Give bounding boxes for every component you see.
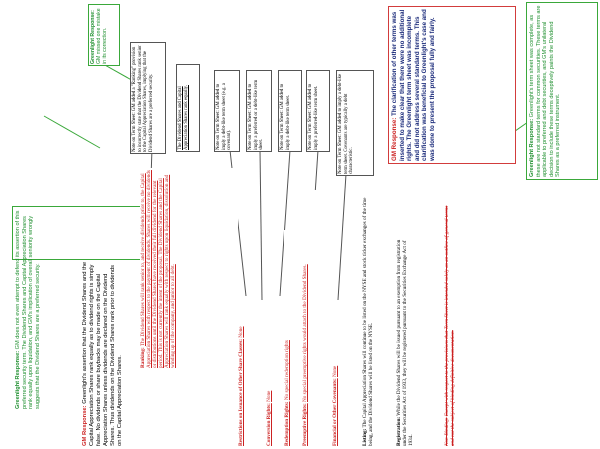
registration-section — [396, 230, 436, 446]
callout-label: Greenlight Response: — [15, 350, 21, 409]
row-text: No special redemption rights — [284, 340, 290, 401]
term-row-redemption — [284, 230, 300, 446]
note-text: Note on Term Sheet: GM added to imply a preferred or a debt-like term sheet. — [248, 79, 265, 150]
row-text: None — [266, 390, 272, 402]
non-binding-section — [444, 200, 466, 446]
gm-response-mid — [388, 6, 516, 164]
callout-label: Greenlight Response: — [529, 118, 535, 177]
callout-body: GM does not even attempt to defend its assertion of this preferred security term. The Dividend Shares and Capital Appreciation Shares rank equally upon liquidation, and GM's implication of overall seniority wrongly suggests that the Dividend Shares are a preferred security. — [15, 210, 41, 409]
row-text: None — [332, 365, 338, 378]
note-box-covenant-1 — [214, 70, 240, 152]
row-label: Restrictions on Issuance of Other Share Classes: — [238, 338, 244, 446]
row-label: Preemptive Rights: — [302, 403, 308, 446]
registration-label: Registration: — [396, 416, 402, 446]
listing-text: The Capital Appreciation Shares will continue to be listed on the NYSE and stock ticker exchanges of the time being, and the Dividend Shares will be listed on the NYSE. — [362, 197, 375, 446]
callout-body: Greenlight's assertion that the Dividend Shares and the Capital Appreciation Shares rank equally as to dividend rights is simply false. No dividends or share buybacks may be made on the Capital Appreciation Shares unless dividends are declared on the Dividend Shares. Thus dividends on the Dividend Shares rank prior to dividends on the Capital Appreciation Shares. — [82, 261, 123, 446]
row-label: Financial or Other Covenants: — [332, 378, 338, 446]
listing-label: Listing: — [362, 428, 368, 446]
note-text: Note on Term Sheet: GM added to imply a debt-like term sheet. — [280, 83, 291, 150]
callout-body: The clarification of other terms was inserted to make clear that there were no additional rights. The Greenlight term sheet was incomplete and did not address several standard terms. This clarification was beneficial to Greenlight's case and was done to present the proposal fully and fairly. — [391, 9, 436, 161]
ranking-text: The Dividend Shares will rank senior to, and receive dividends prior to, the Capital Appreciation Shares with respect to the payment of dividends. Shares will receive no dividends or distributions until the Dividend Shares have received their full dividend for the relevant period. This is not currently the intent of the proposal. The Dividend Shares and the Capital Appreciation Shares will rank equally with respect to rights upon liquidation, dissolution and winding up of the company, and junior to all debt. — [140, 170, 177, 368]
note-box-preferred — [306, 70, 330, 152]
note-text: The Dividend Shares and Capital Appreciation Shares rank equally. — [178, 85, 189, 150]
row-text: None — [238, 326, 244, 338]
non-binding-text: Except with respect to the provisions that Term Sheet is intended solely as an outline of general terms and not the subject of binding definitive documentation. — [444, 205, 457, 446]
greenlight-callout-top-mid — [88, 4, 120, 66]
row-label: Conversion Rights: — [266, 403, 272, 446]
term-row-conversion — [266, 300, 282, 446]
note-text: Note on Term Sheet: GM added a "Ranking" provision to incorrectly state that the Dividend Shares rank senior to the Capital Appreciation Shares, implying that the Dividend Shares are a preferred security. — [132, 45, 154, 152]
non-binding-label: Non-Binding: — [444, 417, 450, 446]
note-box-equal — [176, 64, 200, 152]
callout-label: GM Response: — [391, 117, 398, 161]
ranking-section — [140, 168, 238, 368]
note-box-covenant-2 — [336, 70, 374, 176]
term-row-restrictions — [238, 300, 266, 446]
row-label: Redemption Rights: — [284, 401, 290, 446]
callout-label: Greenlight Response: — [90, 10, 96, 64]
callout-body: GM missed one mistake in its correction. — [96, 8, 108, 64]
term-row-covenants — [332, 300, 360, 446]
ranking-label: Ranking: — [140, 347, 146, 368]
note-text: Note on Term Sheet: GM added to imply a debt-like term sheet (e.g. a covenant). — [216, 83, 233, 150]
note-box-preferred-debt — [246, 70, 272, 152]
gm-response-left — [82, 260, 138, 446]
callout-label: GM Response: — [82, 405, 88, 446]
note-box-debt — [278, 70, 302, 152]
greenlight-callout-right — [526, 2, 598, 180]
term-row-preemptive — [302, 190, 332, 446]
row-text: No special preemptive rights would attach to the Dividend Shares. — [302, 264, 308, 402]
note-text: Note on Term Sheet: GM added to imply a preferred-like term sheet. — [308, 83, 319, 150]
note-text: Note on Term Sheet: GM added to imply a debt-like term sheet. Covenants are typically a debt characteristic. — [338, 73, 355, 174]
listing-section — [362, 190, 392, 446]
callout-body: Greenlight's term sheet was complete, as these are not standard terms for common securities. These terms are applicable to preferred and debt securities, and GM's unilateral decision to include these terms deceptively paints the Dividend Shares as a preferred instrument. — [529, 5, 562, 177]
registration-text: While the Dividend Shares will be issued pursuant to an exemption from registration under the Securities Act of 1933, they will be registered pursuant to the Securities Exchange Act of 1934. — [396, 239, 415, 446]
note-box-ranking — [130, 42, 166, 154]
